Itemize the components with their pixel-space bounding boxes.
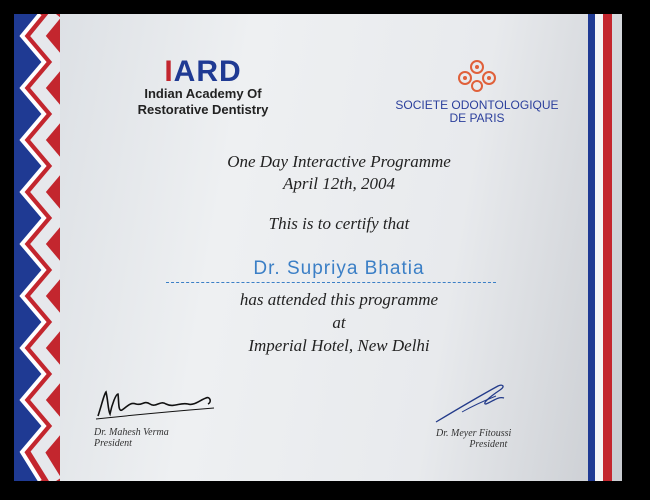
programme-title: One Day Interactive Programme [227, 152, 451, 171]
iard-name-line1: Indian Academy Of [144, 86, 262, 101]
signature-right-title: President [469, 439, 508, 450]
recipient-name: Dr. Supriya Bhatia [253, 258, 425, 279]
left-zigzag-border [14, 14, 60, 481]
at-text: at [332, 313, 346, 332]
recipient-underline [166, 282, 496, 283]
sop-name-line1: SOCIETE ODONTOLOGIQUE [395, 98, 559, 112]
venue-text: Imperial Hotel, New Delhi [248, 336, 430, 355]
signature-left-name: Dr. Mahesh Verma [94, 427, 169, 438]
programme-date: April 12th, 2004 [283, 174, 395, 193]
signature-right [436, 402, 511, 450]
signature-right-mark [426, 382, 546, 426]
attended-text: has attended this programme [239, 290, 439, 309]
iard-logo-mark [114, 55, 292, 88]
signature-left-title: President [94, 438, 132, 449]
certificate [14, 14, 622, 481]
sop-name-line2: DE PARIS [449, 111, 505, 125]
right-stripe-border [582, 14, 622, 481]
iard-logo-text: IARD [164, 55, 242, 88]
iard-logo [114, 55, 292, 118]
signature-right-name: Dr. Meyer Fitoussi [436, 428, 512, 439]
signature-left-mark [94, 386, 224, 422]
iard-name-line2: Restorative Dentistry [137, 102, 269, 117]
signature-left [94, 386, 224, 449]
sop-logo [392, 58, 562, 125]
certify-text: This is to certify that [268, 214, 410, 233]
sop-emblem-icon [447, 58, 507, 94]
